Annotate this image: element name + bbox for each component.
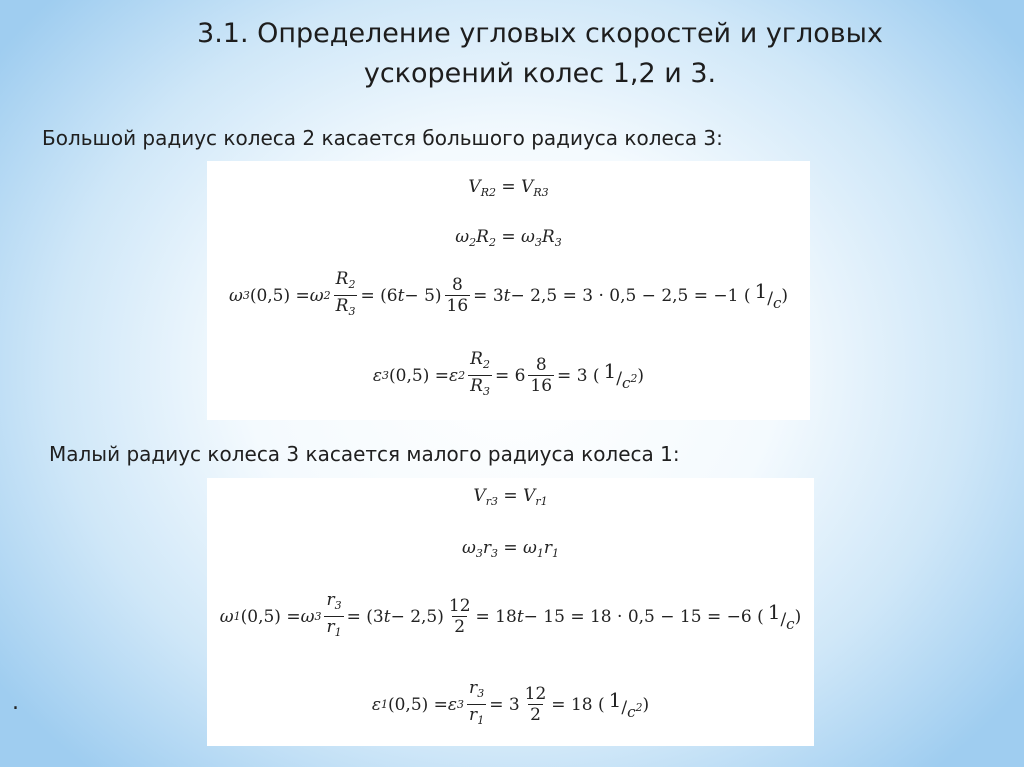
expression: = (6 [360,285,398,306]
symbol: r [326,617,335,637]
symbol: t [516,606,524,627]
symbol: r [326,590,335,610]
fraction-numeric [447,596,473,637]
numerator: 8 [535,355,547,375]
unit: $^1/_{c^2}$ [608,688,643,721]
equation-omega-relation-1 [207,227,810,249]
unit-numerator: 1 [603,359,617,383]
symbol: ω [521,227,535,247]
unit-numerator: 1 [754,279,768,303]
argument: (0,5) = [249,285,310,306]
equation-epsilon-3 [207,349,810,402]
symbol: R [470,349,483,369]
unit: $^1/_c$ [767,600,795,633]
equation-velocity-small-radius [207,486,814,508]
expression: = 3 [489,694,520,715]
symbol: ω [219,606,234,627]
symbol: ω [300,606,315,627]
unit-symbol: c [627,703,636,721]
unit-denominator: c [773,294,782,312]
symbol: t [503,285,511,306]
subscript: 3 [475,547,483,560]
denominator: 16 [530,376,553,396]
symbol: R [541,227,555,247]
numerator: 8 [451,275,463,295]
denominator: 2 [454,617,466,637]
subscript: 1 [334,626,342,639]
subscript: 1 [380,698,388,711]
argument: (0,5) = [387,694,448,715]
unit-numerator: 1 [608,688,622,712]
expression: = 3 [473,285,504,306]
equation-velocity-big-radius [207,177,810,199]
symbol: r [469,678,478,698]
unit: $^1/_c$ [754,279,782,312]
symbol: ω [455,227,470,247]
equation-omega-1 [207,590,814,643]
subscript: 3 [534,236,542,249]
subscript: r1 [535,495,548,508]
numerator: 12 [448,596,471,616]
expression: − 15 = 18 · 0,5 − 15 = −6 ( [523,606,764,627]
subscript: 2 [323,289,331,302]
subscript: 2 [469,236,477,249]
fraction-numeric [445,275,471,316]
subscript: 1 [233,610,241,623]
operator: = [497,486,524,506]
unit-numerator: 1 [767,600,781,624]
expression: − 5) [404,285,442,306]
subscript: 2 [482,358,490,371]
symbol: ε [371,694,381,715]
subscript: 3 [554,236,562,249]
bullet-point: . [12,690,19,715]
subscript: 3 [382,369,390,382]
subscript: 3 [242,289,250,302]
equation-epsilon-1 [207,678,814,731]
symbol: ω [523,538,537,558]
expression: = 18 ( [551,694,605,715]
operator: = [497,538,524,558]
argument: (0,5) = [389,365,449,386]
expression: = 6 [494,365,526,386]
symbol: R [476,227,489,247]
formula-panel-2 [207,478,814,746]
subscript: 2 [488,236,496,249]
denominator: 16 [446,296,469,316]
subscript: 3 [334,599,342,612]
symbol: t [397,285,405,306]
symbol: R [470,376,483,396]
subscript: 1 [477,714,485,727]
unit: $^1/_{c^2}$ [603,359,638,392]
paren: ) [642,694,650,715]
subscript: R2 [480,186,496,199]
unit-power: 2 [635,701,643,714]
expression: − 2,5) [390,606,444,627]
expression: − 2,5 = 3 · 0,5 − 2,5 = −1 ( [510,285,751,306]
unit-denominator: c [786,615,795,633]
slide-title-line-1: 3.1. Определение угловых скоростей и угловых [197,18,883,49]
subscript: 3 [314,610,322,623]
fraction-radius-ratio [324,590,343,643]
unit-denominator [622,374,637,392]
slide-title [140,14,940,94]
operator: = [495,227,522,247]
symbol: V [521,177,534,197]
subscript: 3 [457,698,465,711]
symbol: ε [447,694,458,715]
fraction-numeric [528,355,554,396]
symbol: ω [461,538,476,558]
subscript: 3 [482,385,490,398]
subscript: 2 [458,369,466,382]
subscript: 3 [490,547,498,560]
numerator: 12 [524,684,547,704]
subscript: 3 [348,305,356,318]
symbol: r [543,538,553,558]
equation-omega-3 [207,269,810,322]
subscript: 3 [477,687,485,700]
section-1-heading: Большой радиус колеса 2 касается большого радиуса колеса 3: [42,126,723,150]
expression: = 18 [475,606,517,627]
symbol: V [473,486,486,506]
subscript: R3 [533,186,549,199]
fraction-radius-ratio [467,678,486,731]
subscript: 1 [552,547,560,560]
fraction-radius-ratio [334,269,358,322]
symbol: t [383,606,391,627]
paren: ) [637,365,645,386]
symbol: ε [449,365,459,386]
expression: = (3 [346,606,384,627]
symbol: ε [372,365,383,386]
denominator: 2 [530,705,541,725]
argument: (0,5) = [240,606,301,627]
fraction-numeric [523,684,549,725]
paren: ) [781,285,789,306]
symbol: V [468,177,481,197]
slide-title-line-2: ускорений колес 1,2 и 3. [363,58,717,89]
formula-panel-1 [207,161,810,420]
symbol: R [335,296,349,316]
symbol: ω [309,285,324,306]
equation-omega-relation-2 [207,538,814,560]
operator: = [495,177,522,197]
symbol: r [482,538,491,558]
symbol: R [335,269,349,289]
paren: ) [794,606,802,627]
symbol: r [469,705,478,725]
symbol: ω [228,285,243,306]
section-2-heading: Малый радиус колеса 3 касается малого радиуса колеса 1: [49,442,680,466]
subscript: 2 [348,278,356,291]
unit-symbol: c [622,374,631,392]
fraction-radius-ratio [468,349,492,402]
unit-denominator [627,703,642,721]
subscript: 1 [536,547,544,560]
expression: = 3 ( [557,365,600,386]
symbol: V [523,486,536,506]
subscript: r3 [485,495,498,508]
unit-power: 2 [630,372,638,385]
